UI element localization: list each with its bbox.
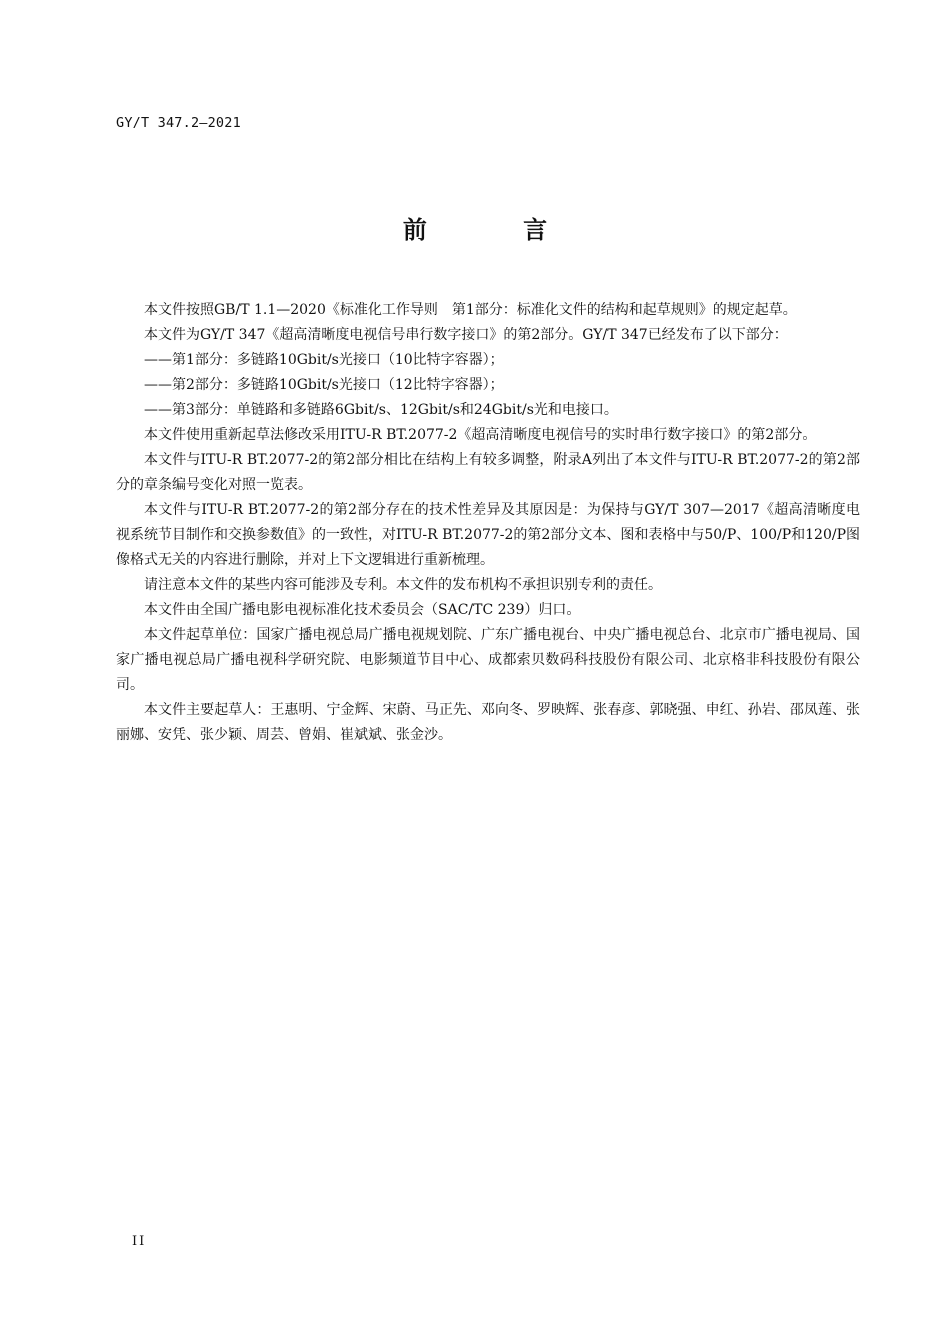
- paragraph-drafters: 本文件主要起草人：王惠明、宁金辉、宋蔚、马正先、邓向冬、罗映辉、张春彦、郭晓强、申红、孙岩、邵凤莲、张丽娜、安凭、张少颖、周芸、曾娟、崔斌斌、张金沙。: [116, 702, 860, 743]
- foreword-body: [116, 298, 860, 748]
- list-item-part-3: ——第3部分：单链路和多链路6Gbit/s、12Gbit/s和24Gbit/s光和电接口。: [144, 402, 618, 418]
- paragraph-drafting-units: 本文件起草单位：国家广播电视总局广播电视规划院、广东广播电视台、中央广播电视总台、北京市广播电视局、国家广播电视总局广播电视科学研究院、电影频道节目中心、成都索贝数码科技股份有限公司、北京格非科技股份有限公司。: [116, 627, 860, 693]
- paragraph-drafting-rules: 本文件按照GB/T 1.1—2020《标准化工作导则 第1部分：标准化文件的结构和起草规则》的规定起草。: [144, 302, 797, 318]
- paragraph-technical-differences: 本文件与ITU-R BT.2077-2的第2部分存在的技术性差异及其原因是：为保持与GY/T 307—2017《超高清晰度电视系统节目制作和交换参数值》的一致性，对ITU-R BT.2077-2的第2部分文本、图和表格中与50/P、100/P和120/P图像格式无关的内容进行删除，并对上下文逻辑进行重新梳理。: [116, 502, 861, 568]
- list-item-part-1: ——第1部分：多链路10Gbit/s光接口（10比特字容器）；: [144, 352, 504, 368]
- document-code: GY/T 347.2—2021: [116, 115, 241, 131]
- paragraph-patent-notice: 请注意本文件的某些内容可能涉及专利。本文件的发布机构不承担识别专利的责任。: [144, 577, 662, 593]
- page-title: 前 言: [402, 216, 592, 244]
- list-item-part-2: ——第2部分：多链路10Gbit/s光接口（12比特字容器）；: [144, 377, 504, 393]
- paragraph-committee: 本文件由全国广播电影电视标准化技术委员会（SAC/TC 239）归口。: [144, 602, 581, 618]
- page-number: II: [132, 1234, 147, 1249]
- paragraph-structure-changes: 本文件与ITU-R BT.2077-2的第2部分相比在结构上有较多调整，附录A列出了本文件与ITU-R BT.2077-2的第2部分的章条编号变化对照一览表。: [116, 452, 860, 493]
- paragraph-adoption: 本文件使用重新起草法修改采用ITU-R BT.2077-2《超高清晰度电视信号的实时串行数字接口》的第2部分。: [144, 427, 817, 443]
- paragraph-series-intro: 本文件为GY/T 347《超高清晰度电视信号串行数字接口》的第2部分。GY/T 347已经发布了以下部分：: [144, 327, 788, 343]
